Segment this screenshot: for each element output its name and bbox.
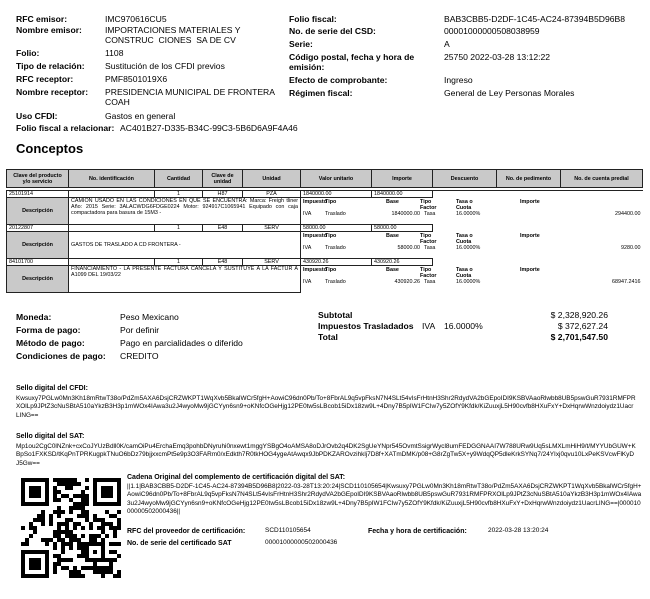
cell-no-identificacion (69, 225, 155, 232)
tax-h-tipo: Tipo (325, 199, 337, 205)
tax-base: 1840000.00 (391, 211, 420, 218)
cadena-label: Cadena Original del complemento de certificación digital del SAT: (127, 474, 346, 481)
col-importe: Importe (372, 170, 433, 188)
tax-h-tasa: Tasa o Cuota (456, 199, 473, 212)
table-row (7, 191, 643, 198)
description-row (7, 266, 643, 293)
folio-fiscal-value: BAB3CBB5-D2DF-1C45-AC24-87394B5D96B8 (444, 14, 626, 24)
no-serie-csd-label: No. de serie del CSD: (289, 26, 376, 36)
forma-pago-label: Forma de pago: (16, 325, 81, 335)
cell-valor-unitario: 58000.00 (301, 225, 372, 232)
folio-relacionar-label: Folio fiscal a relacionar: (16, 123, 115, 133)
item-description: FINANCIAMIENTO - LA PRESENTE FACTURA CANCELA Y SUSTITUYE A LA FACTUR A A1099 DEL 19/03/22 (69, 266, 301, 293)
tax-tasa: 16.0000% (456, 245, 481, 252)
cell-empty (433, 225, 643, 232)
col-descuento: Descuento (433, 170, 497, 188)
sello-cfdi-label: Sello digital del CFDI: (16, 385, 88, 392)
condiciones-value: CREDITO (120, 351, 159, 361)
tax-h-impuesto: Impuesto (303, 199, 327, 205)
tax-h-impuesto: Impuesto (303, 267, 327, 273)
tax-impuesto: IVA (303, 211, 312, 218)
regimen-value: General de Ley Personas Morales (444, 88, 575, 98)
metodo-pago-value: Pago en parcialidades o diferido (120, 338, 243, 348)
moneda-label: Moneda: (16, 312, 52, 322)
tax-factor: Tasa (424, 279, 436, 286)
cell-no-identificacion (69, 191, 155, 198)
serie-value: A (444, 39, 450, 49)
serie-cert-label: No. de serie del certificado SAT (127, 540, 232, 547)
metodo-pago-label: Método de pago: (16, 338, 85, 348)
col-pedimento: No. de pedimento (497, 170, 561, 188)
col-cuenta-predial: No. de cuenta predial (561, 170, 643, 188)
description-row (7, 232, 643, 259)
cell-valor-unitario: 1840000.00 (301, 191, 372, 198)
tax-tipo: Traslado (325, 245, 346, 252)
subtotal-value: $ 2,328,920.26 (550, 310, 608, 320)
tax-h-factor: Tipo Factor (420, 233, 437, 246)
cell-importe: 1840000.00 (372, 191, 433, 198)
serie-label: Serie: (289, 39, 313, 49)
impuestos-tipo: IVA (422, 321, 436, 331)
cp-fecha-value: 25750 2022-03-28 13:12:22 (444, 52, 551, 62)
description-row (7, 198, 643, 225)
rfc-receptor-label: RFC receptor: (16, 74, 74, 84)
rfc-proveedor-value: SCD110105654 (265, 527, 311, 534)
cell-valor-unitario: 430920.26 (301, 259, 372, 266)
table-header-row (7, 170, 643, 188)
desc-label: Descripción (7, 198, 69, 225)
tax-tipo: Traslado (325, 279, 346, 286)
cell-clave-unidad: E48 (203, 225, 243, 232)
col-valor-unitario: Valor unitario (301, 170, 372, 188)
impuestos-tasa: 16.0000% (444, 321, 483, 331)
cell-clave-unidad: H87 (203, 191, 243, 198)
tax-h-tasa: Tasa o Cuota (456, 267, 473, 280)
tax-h-factor: Tipo Factor (420, 267, 437, 280)
cadena-value: ||1.1|BAB3CBB5-D2DF-1C45-AC24-87394B5D96B8|2022-03-28T13:20:24|SCD110105654|Kwsuxy7PGLw0Mn3Kh18mRtwT38o/PdZm5AXA6DsjCRZWKPT1WqXvb5BkalWCr5fgH+AowiC96dn0Pb/To+8FbrAL9q5vpFksN7N4SLt54vIsFrHtnH3Shr2RdydVA2bGEpoIDI9KSBVAaoRlwbb8UB5pswGuR7931RMFPRXOlLp9JPtZ3cNuSBtA510aYkzB3H3p1mWOx4IAwa3u2J4wyoMw9jGCYyn6sn9+oKNfcOGeHjg12PE0tw5sLBcob15iDx18zw9L+4Dny7B5pIW1FCIw7y5ZOfY9Kfdk/KiZuuxjL5H90cvfb8HXuFxY+DxHqrwWnzdoiydz1UacrLING==|00001000000502000436|| (127, 483, 642, 516)
tax-base: 430920.26 (394, 279, 420, 286)
cell-cantidad: 1 (155, 259, 203, 266)
tax-h-tipo: Tipo (325, 267, 337, 273)
tax-h-impuesto: Impuesto (303, 233, 327, 239)
nombre-emisor-label: Nombre emisor: (16, 25, 82, 35)
folio-relacionar-value: AC401B27-D335-B34C-99C3-5B6D6A9F4A46 (120, 123, 298, 133)
conceptos-table (6, 169, 643, 293)
tax-block (301, 266, 643, 293)
sello-cfdi-value: Kwsuxy7PGLw0Mn3Kh18mRtwT38o/PdZm5AXA6DsjCRZWKPT1WqXvb5BkalWCr5fgH+AowiC96dn0Pb/To+8FbrAL9q5vpFksN7N4SLt54vIsFrHtnH3Shr2RdydVA2bGEpoIDI9KSBVAaoRlwbb8UB5pswGuR7931RMFPRXOlLp9JPtZ3cNuSBtA510aYkzB3H3p1mWOx4IAwa3u2J4wyoMw9jGCYyn6sn9+oKNfcOGeHjg12PE0tw5sLBcob15iDx18zw9L+4Dny7B5pIW1FCIw7y5ZOfY9Kfdk/KiZuuxjL5H90cvfb8HXuFxY+DxHqrwWnzdoiydz1UacrLING== (16, 395, 636, 419)
desc-label: Descripción (7, 266, 69, 293)
tax-importe: 9280.00 (621, 245, 641, 252)
qr-code-icon (21, 478, 121, 578)
tax-factor: Tasa (424, 211, 436, 218)
cell-clave: 84101700 (7, 259, 69, 266)
impuestos-label: Impuestos Trasladados (318, 321, 414, 331)
tax-tasa: 16.0000% (456, 279, 481, 286)
cell-no-identificacion (69, 259, 155, 266)
item-description: CAMION USADO EN LAS CONDICIONES EN QUE SE ENCUENTRA: Marca: Freigh tliner Año: 2015 Serie: 3ALACWDG6FDGE0224 Motor: 924917C1065941 Equipado con caja compactadora para basura de 15M3 - (69, 198, 301, 225)
tax-block (301, 232, 643, 259)
uso-cfdi-label: Uso CFDI: (16, 111, 58, 121)
col-cantidad: Cantidad (155, 170, 203, 188)
tax-base: 58000.00 (397, 245, 420, 252)
tax-importe: 68947.2416 (612, 279, 641, 286)
col-no-identificacion: No. identificación (69, 170, 155, 188)
tax-tipo: Traslado (325, 211, 346, 218)
subtotal-label: Subtotal (318, 310, 353, 320)
regimen-label: Régimen fiscal: (289, 88, 353, 98)
cell-importe: 430920.26 (372, 259, 433, 266)
cell-cantidad: 1 (155, 225, 203, 232)
table-row (7, 259, 643, 266)
cp-fecha-label: Código postal, fecha y hora de emisión: (289, 52, 415, 72)
tax-h-base: Base (386, 199, 399, 205)
tax-h-base: Base (386, 267, 399, 273)
total-label: Total (318, 332, 338, 342)
cell-clave-unidad: E48 (203, 259, 243, 266)
tax-impuesto: IVA (303, 279, 312, 286)
tax-importe: 294400.00 (615, 211, 641, 218)
forma-pago-value: Por definir (120, 325, 160, 335)
item-description: GASTOS DE TRASLADO A CD FRONTERA - (69, 232, 301, 259)
cell-empty (433, 191, 643, 198)
rfc-proveedor-label: RFC del proveedor de certificación: (127, 528, 246, 535)
serie-cert-value: 00001000000502000436 (265, 539, 338, 546)
folio-value: 1108 (105, 48, 124, 58)
tax-h-importe: Importe (520, 267, 540, 273)
tax-impuesto: IVA (303, 245, 312, 252)
tipo-relacion-value: Sustitución de los CFDI previos (105, 61, 225, 71)
nombre-receptor-value: PRESIDENCIA MUNICIPAL DE FRONTERA COAH (105, 87, 275, 107)
folio-fiscal-label: Folio fiscal: (289, 14, 337, 24)
tax-factor: Tasa (424, 245, 436, 252)
tax-h-importe: Importe (520, 199, 540, 205)
cell-clave: 20122807 (7, 225, 69, 232)
condiciones-label: Condiciones de pago: (16, 351, 106, 361)
cell-importe: 58000.00 (372, 225, 433, 232)
rfc-emisor-value: IMC970616CU5 (105, 14, 167, 24)
impuestos-value: $ 372,627.24 (557, 321, 608, 331)
sello-sat-value: Mp1ou2CgC0lNZnk+cxCoJYUzBdll0K/camOiPu4ErchaEmq3pohbDNyruhi0nxewt1mggYSBgO4oAMSA8oDJrOvb2q4DK2SgUeYNpr545OvmtSsigrWycl8umFEDGGNAAI7W788URw9Uq5sLMXLmHiH9/t/MYYUbGUW+KBpSo1FXKSD/tKqPnTPRKugpkTNuO6bDz79bjjxxcmPt5e9p3O3FARm0/xEdkth7R0tkHOG4ygeAtAwqx9JbPDKZAROvzihklj7D8f+XATmDMK/p08+G8rZgTw5X+y9WdqQP5dleKrkSYNq7/24YIxj0qvu10LxPeKSVcwFlKyDJ5Gw== (16, 443, 636, 467)
cell-clave: 25101914 (7, 191, 69, 198)
cell-unidad: SERV (243, 259, 301, 266)
col-unidad: Unidad (243, 170, 301, 188)
tax-h-tasa: Tasa o Cuota (456, 233, 473, 246)
cell-unidad: SERV (243, 225, 301, 232)
nombre-receptor-label: Nombre receptor: (16, 87, 89, 97)
tax-block (301, 198, 643, 225)
nombre-emisor-value: IMPORTACIONES MATERIALES Y CONSTRUC CIONES SA DE CV (105, 25, 241, 45)
rfc-emisor-label: RFC emisor: (16, 14, 68, 24)
tax-tasa: 16.0000% (456, 211, 481, 218)
tax-h-factor: Tipo Factor (420, 199, 437, 212)
fecha-cert-label: Fecha y hora de certificación: (368, 528, 467, 535)
tax-h-base: Base (386, 233, 399, 239)
efecto-value: Ingreso (444, 75, 473, 85)
sello-sat-label: Sello digital del SAT: (16, 433, 85, 440)
total-value: $ 2,701,547.50 (550, 332, 608, 342)
tipo-relacion-label: Tipo de relación: (16, 61, 85, 71)
cell-unidad: PZA (243, 191, 301, 198)
rfc-receptor-value: PMF8501019X6 (105, 74, 168, 84)
no-serie-csd-value: 00001000000508038959 (444, 26, 540, 36)
fecha-cert-value: 2022-03-28 13:20:24 (488, 527, 549, 534)
cell-empty (433, 259, 643, 266)
folio-label: Folio: (16, 48, 40, 58)
col-clave-unidad: Clave de unidad (203, 170, 243, 188)
col-clave: Clave del producto y/o servicio (7, 170, 69, 188)
table-row (7, 225, 643, 232)
cell-cantidad: 1 (155, 191, 203, 198)
moneda-value: Peso Mexicano (120, 312, 179, 322)
conceptos-title: Conceptos (16, 141, 84, 156)
uso-cfdi-value: Gastos en general (105, 111, 176, 121)
efecto-label: Efecto de comprobante: (289, 75, 388, 85)
desc-label: Descripción (7, 232, 69, 259)
tax-h-importe: Importe (520, 233, 540, 239)
tax-h-tipo: Tipo (325, 233, 337, 239)
